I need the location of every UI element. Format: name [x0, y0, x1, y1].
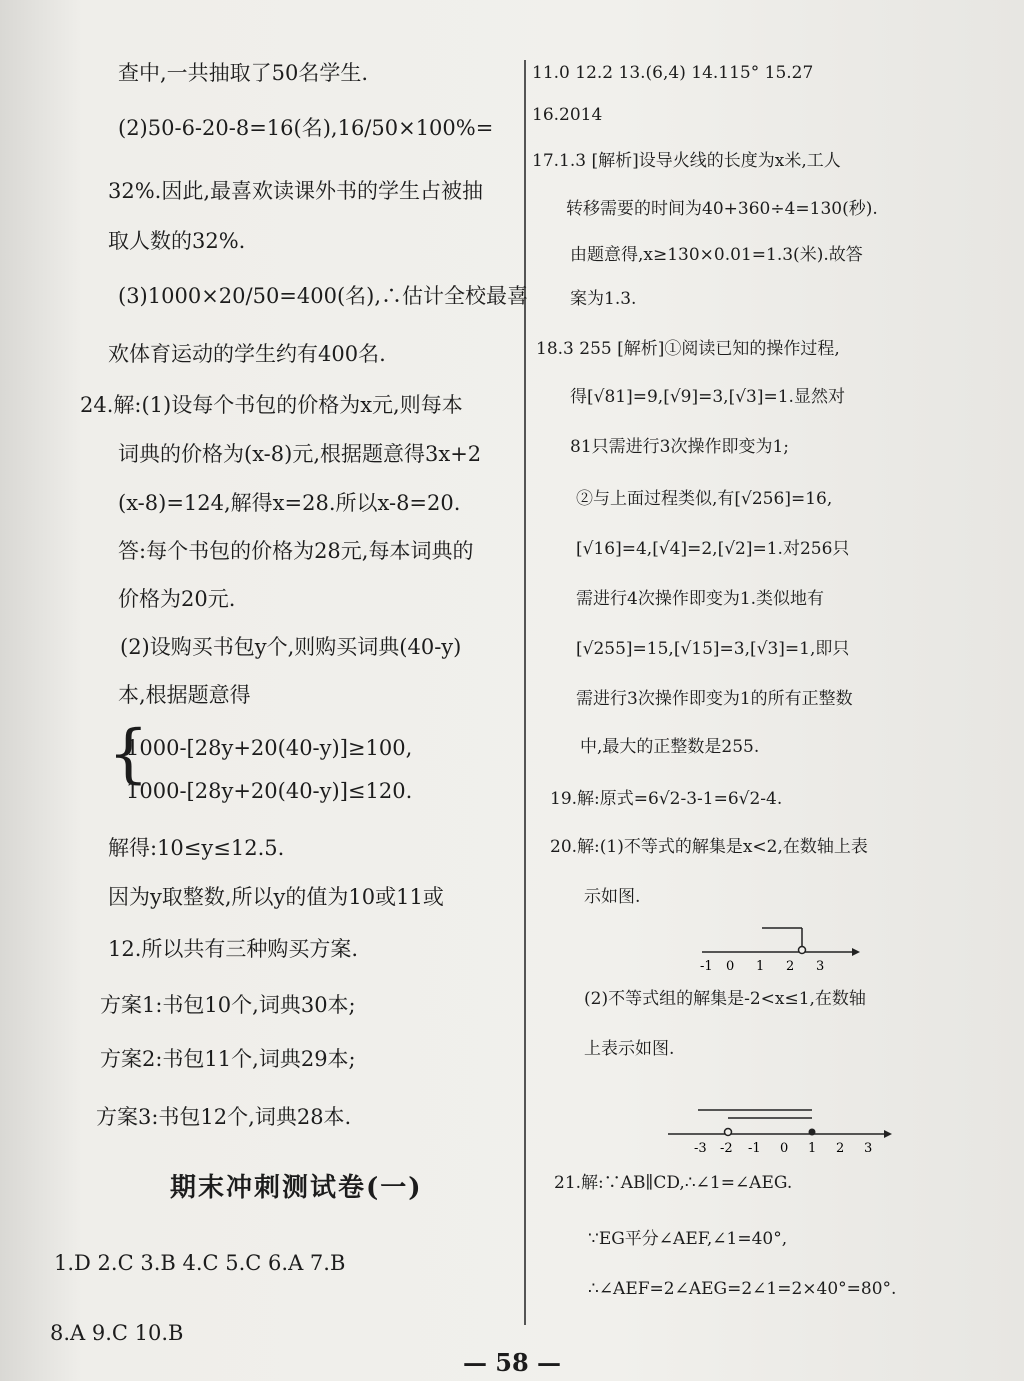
answer-line: 1.D 2.C 3.B 4.C 5.C 6.A 7.B	[54, 1251, 346, 1275]
answer-line: 16.2014	[532, 105, 603, 125]
text-line: 需进行3次操作即变为1的所有正整数	[576, 689, 853, 709]
tick-label: -1	[748, 1141, 761, 1156]
text-line: 因为y取整数,所以y的值为10或11或	[108, 885, 444, 909]
text-line: 词典的价格为(x-8)元,根据题意得3x+2	[118, 442, 482, 466]
axis-arrow	[884, 1130, 892, 1138]
text-line: 得[√81]=9,[√9]=3,[√3]=1.显然对	[570, 387, 845, 407]
text-line: 32%.因此,最喜欢读课外书的学生占被抽	[108, 179, 484, 203]
text-line: (x-8)=124,解得x=28.所以x-8=20.	[118, 491, 461, 515]
text-line: 18.3 255 [解析]①阅读已知的操作过程,	[536, 339, 840, 359]
text-line: 中,最大的正整数是255.	[580, 737, 760, 757]
text-line: 19.解:原式=6√2-3-1=6√2-4.	[550, 789, 783, 809]
text-line: 价格为20元.	[118, 587, 236, 611]
tick-label: 2	[836, 1141, 845, 1156]
text-line: 答:每个书包的价格为28元,每本词典的	[118, 539, 474, 563]
tick-label: -3	[694, 1141, 707, 1156]
text-line: ∴∠AEF=2∠AEG=2∠1=2×40°=80°.	[588, 1279, 897, 1299]
text-line: 示如图.	[584, 887, 641, 907]
text-line: 20.解:(1)不等式的解集是x<2,在数轴上表	[550, 837, 868, 857]
text-line: 上表示如图.	[584, 1039, 675, 1059]
inequality-line: 1000-[28y+20(40-y)]≤120.	[126, 779, 413, 803]
answer-line: 11.0 12.2 13.(6,4) 14.115° 15.27	[532, 63, 814, 83]
tick-label: -2	[720, 1141, 733, 1156]
text-line: ②与上面过程类似,有[√256]=16,	[576, 489, 833, 509]
tick-label: 0	[780, 1141, 789, 1156]
text-line: 欢体育运动的学生约有400名.	[108, 342, 386, 366]
number-line-1	[702, 922, 862, 974]
tick-label: -1	[700, 959, 713, 974]
number-line-2	[668, 1104, 898, 1156]
tick-label: 1	[808, 1141, 817, 1156]
plan-line: 方案1:书包10个,词典30本;	[100, 993, 356, 1017]
tick-label: 1	[756, 959, 765, 974]
text-line: (2)不等式组的解集是-2<x≤1,在数轴	[584, 989, 866, 1009]
text-line: 解得:10≤y≤12.5.	[108, 836, 285, 860]
open-point	[799, 947, 806, 954]
text-line: 案为1.3.	[570, 289, 637, 309]
section-title: 期末冲刺测试卷(一)	[170, 1173, 423, 1203]
inequality-line: 1000-[28y+20(40-y)]≥100,	[126, 736, 413, 760]
text-line: 24.解:(1)设每个书包的价格为x元,则每本	[80, 393, 463, 417]
plan-line: 方案2:书包11个,词典29本;	[100, 1047, 356, 1071]
closed-point	[809, 1129, 816, 1136]
text-line: 本,根据题意得	[118, 683, 251, 707]
system-brace: {	[108, 717, 149, 791]
text-line: (3)1000×20/50=400(名),∴估计全校最喜	[118, 284, 529, 308]
text-line: 由题意得,x≥130×0.01=1.3(米).故答	[570, 245, 863, 265]
text-line: 17.1.3 [解析]设导火线的长度为x米,工人	[532, 151, 841, 171]
text-line: 12.所以共有三种购买方案.	[108, 937, 359, 961]
text-line: 需进行4次操作即变为1.类似地有	[576, 589, 825, 609]
text-line: [√255]=15,[√15]=3,[√3]=1,即只	[576, 639, 850, 659]
text-line: [√16]=4,[√4]=2,[√2]=1.对256只	[576, 539, 850, 559]
tick-label: 3	[864, 1141, 873, 1156]
plan-line: 方案3:书包12个,词典28本.	[96, 1105, 352, 1129]
page-number: — 58 —	[462, 1348, 562, 1377]
text-line: 21.解:∵AB∥CD,∴∠1=∠AEG.	[554, 1173, 793, 1193]
text-line: 转移需要的时间为40+360÷4=130(秒).	[566, 199, 878, 219]
answer-line: 8.A 9.C 10.B	[50, 1321, 184, 1345]
text-line: (2)设购买书包y个,则购买词典(40-y)	[120, 635, 462, 659]
tick-label: 0	[726, 959, 735, 974]
text-line: 查中,一共抽取了50名学生.	[118, 61, 369, 85]
text-line: ∵EG平分∠AEF,∠1=40°,	[588, 1229, 788, 1249]
tick-label: 2	[786, 959, 795, 974]
open-point	[725, 1129, 732, 1136]
text-line: 81只需进行3次操作即变为1;	[570, 437, 789, 457]
tick-label: 3	[816, 959, 825, 974]
text-line: 取人数的32%.	[108, 229, 246, 253]
column-divider	[524, 60, 526, 1325]
axis-arrow	[852, 948, 860, 956]
text-line: (2)50-6-20-8=16(名),16/50×100%=	[118, 116, 494, 140]
